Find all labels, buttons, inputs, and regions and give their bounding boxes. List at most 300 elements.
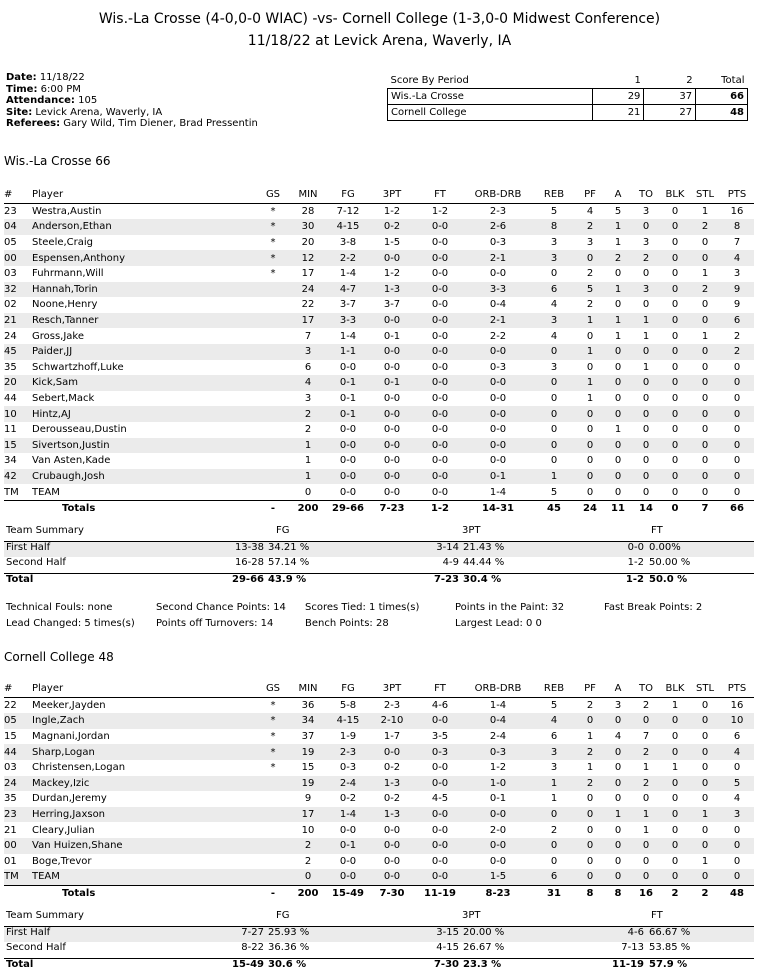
cell-tp: 3-7 [383, 299, 401, 311]
cell-pts: 4 [720, 250, 754, 266]
cell-stl: 0 [690, 375, 720, 391]
cell-min: 30 [288, 219, 328, 235]
column-header-orbdrb: ORB-DRB [464, 187, 532, 203]
cell-player: Mackey,Izic [32, 776, 258, 792]
cell-min: 0 [304, 486, 312, 498]
summary-ft: 4-6 [627, 926, 644, 938]
points-in-paint: Points in the Paint: 32 [455, 602, 565, 613]
cell-a: 0 [604, 406, 632, 422]
cell-tp: 2-10 [368, 713, 416, 729]
cell-to: 3 [642, 205, 650, 217]
cell-player: Van Huizen,Shane [32, 838, 258, 854]
cell-gs: * [270, 268, 276, 280]
cell-a: 0 [604, 438, 632, 454]
cell-pts: 2 [733, 330, 741, 342]
summary-3pt: 7-30 [433, 958, 459, 970]
cell-pf: 2 [576, 744, 604, 760]
cell-reb: 2 [550, 824, 558, 836]
cell-fg: 0-0 [339, 361, 357, 373]
summary-label: Total [6, 958, 34, 970]
cell-gs: * [270, 699, 276, 711]
summary-ft: 1-2 [625, 573, 644, 585]
summary-fg-header: FG [276, 910, 290, 921]
cell-stl: 0 [701, 455, 709, 467]
score-by-period-table [387, 73, 748, 121]
team1-box-score [4, 187, 754, 516]
column-header-blk: BLK [660, 187, 690, 203]
cell-gs: * [270, 762, 276, 774]
cell-reb: 4 [550, 299, 558, 311]
cell-gs: * [270, 205, 276, 217]
cell-num: 21 [4, 313, 32, 329]
cell-player: Kick,Sam [32, 375, 258, 391]
score-team-name: Wis.-La Crosse [388, 89, 593, 105]
player-row [4, 469, 754, 485]
cell-ft: 0-0 [416, 469, 464, 485]
summary-fg: 7-27 [241, 926, 264, 938]
cell-pf: 3 [586, 237, 594, 249]
column-header-tp: 3PT [368, 187, 416, 203]
cell-min: 1 [288, 469, 328, 485]
cell-tp: 0-0 [368, 838, 416, 854]
cell-tp: 0-0 [383, 486, 401, 498]
cell-player: Christensen,Logan [32, 762, 126, 774]
cell-ft: 0-0 [431, 424, 449, 436]
cell-pts: 10 [720, 713, 754, 729]
summary-ft-pct: 50.00 % [649, 557, 691, 569]
cell-orbdrb: 0-3 [489, 237, 507, 249]
player-row [4, 282, 754, 298]
cell-stl: 0 [690, 776, 720, 792]
cell-pts: 0 [733, 393, 741, 405]
cell-blk: 0 [660, 838, 690, 854]
summary-label: Second Half [6, 942, 66, 954]
cell-stl: 0 [690, 469, 720, 485]
cell-pts: 16 [730, 699, 744, 711]
summary-ft-header: FT [651, 910, 663, 921]
score-p1: 21 [592, 105, 644, 121]
cell-orbdrb: 2-2 [489, 330, 507, 342]
cell-stl: 0 [701, 731, 709, 743]
cell-pts: 0 [720, 375, 754, 391]
cell-to: 0 [632, 438, 660, 454]
total-gs: - [258, 885, 288, 901]
cell-min: 3 [304, 393, 312, 405]
cell-blk: 0 [671, 205, 679, 217]
total-ft: 11-19 [416, 885, 464, 901]
cell-pf: 0 [576, 838, 604, 854]
cell-reb: 0 [532, 344, 576, 360]
cell-to: 2 [632, 744, 660, 760]
cell-ft: 0-0 [416, 807, 464, 823]
cell-to: 0 [642, 393, 650, 405]
cell-fg: 1-1 [328, 344, 368, 360]
column-header-blk: BLK [660, 681, 690, 697]
cell-min: 1 [288, 438, 328, 454]
cell-tp: 1-2 [383, 205, 401, 217]
cell-min: 17 [301, 268, 315, 280]
cell-min: 28 [301, 205, 315, 217]
column-header-stl: STL [690, 187, 720, 203]
cell-gs [258, 869, 288, 885]
points-off-turnovers: Points off Turnovers: 14 [156, 618, 274, 629]
summary-fg: 16-28 [234, 557, 264, 569]
cell-tp: 0-0 [383, 824, 401, 836]
cell-blk: 0 [660, 375, 690, 391]
cell-num: 35 [4, 793, 17, 805]
column-header-stl: STL [690, 681, 720, 697]
summary-fg-pct: 34.21 % [268, 541, 310, 553]
cell-pts: 0 [733, 824, 741, 836]
cell-player: TEAM [32, 486, 60, 498]
cell-stl: 0 [701, 299, 709, 311]
cell-orbdrb: 0-0 [464, 406, 532, 422]
cell-ft: 0-0 [416, 250, 464, 266]
cell-a: 0 [614, 762, 622, 774]
cell-pf: 2 [576, 776, 604, 792]
info-time: Time: 6:00 PM [6, 83, 81, 95]
summary-3pt: 3-15 [436, 926, 459, 938]
cell-orbdrb: 2-3 [489, 205, 507, 217]
cell-num: 45 [4, 344, 32, 360]
cell-blk: 0 [671, 424, 679, 436]
cell-orbdrb: 2-4 [489, 731, 507, 743]
column-header-gs: GS [258, 681, 288, 697]
column-header-fg: FG [328, 187, 368, 203]
period-2-header: 2 [644, 73, 696, 89]
cell-gs [258, 313, 288, 329]
cell-player: Ingle,Zach [32, 713, 258, 729]
summary-3pt: 4-9 [442, 557, 459, 569]
total-pf: 24 [576, 500, 604, 516]
score-by-period-header [388, 73, 748, 89]
cell-num: 35 [4, 361, 17, 373]
total-tp: 7-23 [368, 500, 416, 516]
cell-gs [258, 360, 288, 376]
team1-summary [4, 525, 754, 589]
cell-stl: 0 [701, 824, 709, 836]
cell-ft: 0-0 [416, 838, 464, 854]
lead-changed: Lead Changed: 5 times(s) [6, 618, 135, 629]
summary-3pt-pct: 44.44 % [463, 557, 505, 569]
cell-to: 2 [632, 250, 660, 266]
column-header-pts: PTS [720, 681, 754, 697]
cell-pf: 2 [576, 219, 604, 235]
summary-fg-pct: 36.36 % [268, 942, 310, 954]
total-fg: 29-66 [328, 500, 368, 516]
cell-to: 0 [642, 855, 650, 867]
cell-pf: 2 [586, 299, 594, 311]
score-by-period-title: Score By Period [388, 73, 593, 89]
cell-a: 0 [614, 855, 622, 867]
column-header-pts: PTS [720, 187, 754, 203]
summary-fg-pct: 25.93 % [268, 926, 310, 938]
cell-a: 0 [614, 824, 622, 836]
cell-blk: 0 [660, 344, 690, 360]
cell-num: 44 [4, 393, 17, 405]
player-row [4, 760, 754, 776]
cell-player: Fuhrmann,Will [32, 268, 104, 280]
summary-ft-pct: 66.67 % [649, 926, 691, 938]
cell-min: 19 [288, 744, 328, 760]
summary-header [4, 910, 754, 927]
cell-tp: 1-3 [368, 282, 416, 298]
total-blk: 0 [660, 500, 690, 516]
cell-gs [258, 391, 288, 407]
cell-blk: 0 [671, 299, 679, 311]
cell-a: 0 [614, 793, 622, 805]
cell-to: 3 [642, 237, 650, 249]
cell-reb: 0 [532, 838, 576, 854]
cell-blk: 0 [671, 330, 679, 342]
cell-blk: 1 [671, 762, 679, 774]
largest-lead: Largest Lead: 0 0 [455, 618, 542, 629]
cell-ft: 0-0 [416, 313, 464, 329]
summary-label: Second Half [6, 557, 66, 569]
team1-heading: Wis.-La Crosse 66 [4, 154, 111, 168]
cell-stl: 0 [701, 762, 709, 774]
cell-min: 7 [304, 330, 312, 342]
cell-player: Paider,JJ [32, 344, 258, 360]
cell-fg: 5-8 [339, 699, 357, 711]
player-row [4, 869, 754, 885]
game-info [6, 72, 258, 130]
cell-fg: 0-1 [328, 838, 368, 854]
cell-ft: 0-0 [431, 330, 449, 342]
bench-points: Bench Points: 28 [305, 618, 389, 629]
info-site: Site: Levick Arena, Waverly, IA [6, 106, 163, 118]
player-row [4, 203, 754, 219]
cell-orbdrb: 1-5 [464, 869, 532, 885]
cell-orbdrb: 1-4 [489, 699, 507, 711]
total-tp: 7-30 [368, 885, 416, 901]
player-row [4, 744, 754, 760]
player-row [4, 776, 754, 792]
summary-fg-pct: 30.6 % [268, 958, 307, 970]
cell-fg: 0-0 [328, 438, 368, 454]
column-header-gs: GS [258, 187, 288, 203]
cell-ft: 0-0 [431, 268, 449, 280]
cell-pf: 0 [576, 469, 604, 485]
cell-ft: 0-0 [416, 344, 464, 360]
column-header-reb: REB [532, 681, 576, 697]
cell-fg: 1-4 [339, 268, 357, 280]
cell-orbdrb: 0-4 [464, 713, 532, 729]
total-a: 11 [604, 500, 632, 516]
cell-gs [258, 344, 288, 360]
cell-player: Schwartzhoff,Luke [32, 361, 124, 373]
column-header-ft: FT [416, 681, 464, 697]
cell-ft: 0-0 [416, 375, 464, 391]
cell-pf: 0 [586, 424, 594, 436]
cell-reb: 1 [532, 776, 576, 792]
column-header-orbdrb: ORB-DRB [464, 681, 532, 697]
cell-num: 23 [4, 205, 17, 217]
cell-reb: 0 [550, 455, 558, 467]
cell-pts: 4 [733, 793, 741, 805]
player-row [4, 438, 754, 454]
cell-tp: 0-2 [383, 793, 401, 805]
cell-reb: 8 [532, 219, 576, 235]
cell-pts: 2 [720, 344, 754, 360]
score-total: 66 [696, 89, 748, 105]
cell-orbdrb: 1-0 [464, 776, 532, 792]
summary-3pt: 7-23 [433, 573, 459, 585]
summary-ft: 1-2 [627, 557, 644, 569]
summary-3pt-header: 3PT [462, 910, 481, 921]
cell-reb: 3 [550, 762, 558, 774]
column-header-min: MIN [288, 681, 328, 697]
cell-reb: 0 [532, 406, 576, 422]
total-stl: 2 [690, 885, 720, 901]
cell-a: 0 [604, 744, 632, 760]
summary-ft: 0-0 [627, 541, 644, 553]
cell-ft: 0-0 [416, 219, 464, 235]
cell-ft: 0-0 [416, 776, 464, 792]
cell-to: 0 [642, 424, 650, 436]
cell-stl: 1 [701, 855, 709, 867]
cell-fg: 0-1 [339, 393, 357, 405]
cell-a: 5 [614, 205, 622, 217]
score-p2: 37 [644, 89, 696, 105]
cell-player: TEAM [32, 869, 258, 885]
summary-row [4, 542, 754, 558]
cell-ft: 0-0 [431, 393, 449, 405]
cell-gs: * [258, 250, 288, 266]
cell-pf: 0 [586, 330, 594, 342]
column-header-a: A [604, 187, 632, 203]
cell-num: 04 [4, 219, 32, 235]
cell-pts: 9 [720, 282, 754, 298]
cell-player: Sivertson,Justin [32, 438, 258, 454]
cell-min: 4 [288, 375, 328, 391]
team2-box-score [4, 681, 754, 901]
player-row [4, 406, 754, 422]
cell-pf: 0 [586, 486, 594, 498]
total-orbdrb: 14-31 [464, 500, 532, 516]
cell-player: Crubaugh,Josh [32, 469, 258, 485]
total-blk: 2 [660, 885, 690, 901]
cell-fg: 0-0 [339, 424, 357, 436]
cell-blk: 0 [660, 219, 690, 235]
cell-pts: 0 [720, 469, 754, 485]
cell-tp: 1-7 [383, 731, 401, 743]
player-row [4, 713, 754, 729]
summary-ft-pct: 57.9 % [649, 958, 688, 970]
cell-player: Noone,Henry [32, 299, 98, 311]
column-header-a: A [604, 681, 632, 697]
cell-orbdrb: 0-0 [489, 268, 507, 280]
cell-reb: 4 [550, 330, 558, 342]
cell-tp: 0-0 [383, 855, 401, 867]
cell-player: Cleary,Julian [32, 824, 95, 836]
cell-ft: 0-0 [431, 855, 449, 867]
cell-ft: 0-3 [416, 744, 464, 760]
cell-gs [258, 776, 288, 792]
cell-num: 05 [4, 237, 17, 249]
total-player: Totals [32, 885, 258, 901]
player-row [4, 453, 754, 469]
total-pts: 66 [720, 500, 754, 516]
cell-pts: 0 [720, 869, 754, 885]
cell-ft: 0-0 [416, 406, 464, 422]
cell-blk: 0 [671, 793, 679, 805]
cell-orbdrb: 1-4 [489, 486, 507, 498]
cell-min: 9 [304, 793, 312, 805]
column-header-ft: FT [416, 187, 464, 203]
summary-3pt: 3-14 [436, 541, 459, 553]
cell-a: 0 [604, 869, 632, 885]
cell-gs: * [258, 713, 288, 729]
cell-min: 10 [301, 824, 315, 836]
cell-orbdrb: 0-0 [489, 855, 507, 867]
cell-reb: 5 [550, 486, 558, 498]
cell-gs [258, 328, 288, 344]
cell-player: Herring,Jaxson [32, 807, 258, 823]
cell-gs [258, 438, 288, 454]
cell-gs [258, 453, 288, 469]
cell-gs: * [270, 237, 276, 249]
total-ft: 1-2 [416, 500, 464, 516]
cell-reb: 6 [550, 731, 558, 743]
cell-to: 0 [632, 406, 660, 422]
player-row [4, 235, 754, 251]
cell-pf: 1 [576, 375, 604, 391]
cell-fg: 0-0 [339, 824, 357, 836]
cell-blk: 0 [660, 807, 690, 823]
cell-tp: 0-0 [368, 744, 416, 760]
cell-pts: 0 [720, 438, 754, 454]
cell-num: 24 [4, 330, 17, 342]
cell-gs [258, 406, 288, 422]
player-row [4, 484, 754, 500]
cell-orbdrb: 0-0 [464, 375, 532, 391]
game-subtitle: 11/18/22 at Levick Arena, Waverly, IA [247, 33, 512, 49]
player-row [4, 328, 754, 344]
cell-to: 0 [642, 486, 650, 498]
cell-blk: 0 [660, 282, 690, 298]
cell-a: 0 [604, 344, 632, 360]
cell-num: TM [4, 869, 32, 885]
cell-num: 05 [4, 713, 32, 729]
cell-tp: 1-3 [368, 776, 416, 792]
cell-fg: 0-2 [339, 793, 357, 805]
cell-player: Hintz,AJ [32, 406, 258, 422]
cell-blk: 0 [660, 713, 690, 729]
fast-break-points: Fast Break Points: 2 [604, 602, 703, 613]
summary-fg-pct: 43.9 % [268, 573, 307, 585]
summary-3pt-pct: 20.00 % [463, 926, 505, 938]
cell-num: 34 [4, 455, 17, 467]
cell-pts: 0 [733, 455, 741, 467]
cell-pf: 2 [586, 268, 594, 280]
summary-label: First Half [6, 926, 51, 938]
summary-title: Team Summary [6, 525, 84, 536]
total-reb: 45 [532, 500, 576, 516]
cell-num: 00 [4, 838, 32, 854]
cell-blk: 0 [671, 268, 679, 280]
cell-to: 1 [642, 824, 650, 836]
cell-tp: 1-5 [383, 237, 401, 249]
column-header-player: Player [32, 681, 258, 697]
summary-ft-pct: 0.00% [649, 541, 681, 553]
summary-ft-pct: 50.0 % [649, 573, 688, 585]
cell-player: Gross,Jake [32, 330, 85, 342]
cell-tp: 0-0 [383, 424, 401, 436]
cell-min: 20 [301, 237, 315, 249]
cell-min: 37 [301, 731, 315, 743]
cell-pts: 0 [733, 486, 741, 498]
